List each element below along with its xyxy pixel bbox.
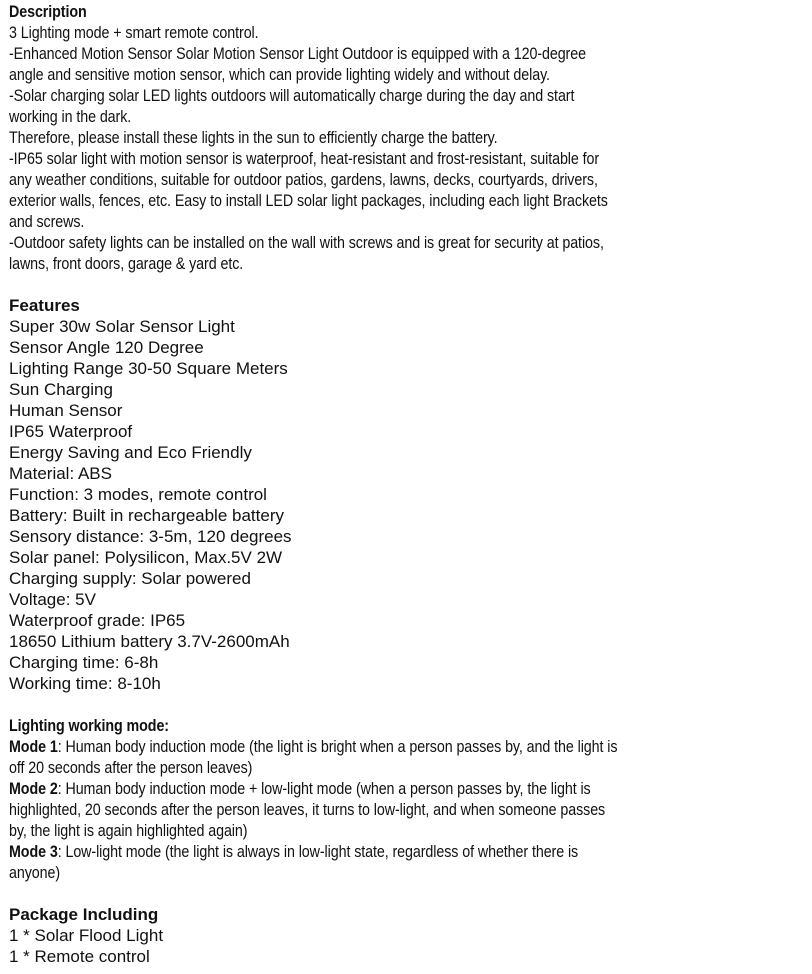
feature-item: Charging time: 6-8h (9, 653, 159, 672)
feature-item: Material: ABS (9, 464, 112, 483)
feature-item: Lighting Range 30-50 Square Meters (9, 359, 288, 378)
mode-2-line (9, 778, 681, 799)
package-item: 1 * Remote control (9, 947, 150, 966)
feature-item: IP65 Waterproof (9, 422, 133, 441)
spacer (9, 883, 809, 904)
mode-1-line (9, 736, 681, 757)
description-line: -Enhanced Motion Sensor Solar Motion Sensor Light Outdoor is equipped with a 120-degree (9, 44, 586, 63)
description-line: any weather conditions, suitable for outdoor patios, gardens, lawns, decks, courtyards, drivers, (9, 170, 598, 189)
spacer (9, 274, 809, 295)
feature-item: Human Sensor (9, 401, 123, 420)
feature-item: Energy Saving and Eco Friendly (9, 443, 252, 462)
mode-2-continuation: highlighted, 20 seconds after the person leaves, it turns to low-light, and when someone passes (9, 800, 606, 819)
description-line: and screws. (9, 212, 85, 231)
feature-item: Battery: Built in rechargeable battery (9, 506, 284, 525)
mode-3-text: : Low-light mode (the light is always in low-light state, regardless of whether there is (57, 842, 579, 861)
features-section (9, 295, 809, 694)
feature-item: Sun Charging (9, 380, 113, 399)
features-heading: Features (9, 296, 80, 315)
package-section (9, 904, 809, 967)
mode-2-continuation: by, the light is again highlighted again) (9, 821, 248, 840)
description-line: -Solar charging solar LED lights outdoors will automatically charge during the day and start (9, 86, 575, 105)
spacer (9, 694, 809, 715)
description-line: angle and sensitive motion sensor, which can provide lighting widely and without delay. (9, 65, 550, 84)
package-item: 1 * Solar Flood Light (9, 926, 164, 945)
feature-item: Voltage: 5V (9, 590, 96, 609)
feature-item: Waterproof grade: IP65 (9, 611, 186, 630)
mode-1-label: Mode 1 (9, 737, 58, 756)
mode-1-continuation: off 20 seconds after the person leaves) (9, 758, 253, 777)
description-line: -IP65 solar light with motion sensor is waterproof, heat-resistant and frost-resistant, suitable for (9, 149, 600, 168)
description-line: -Outdoor safety lights can be installed on the wall with screws and is great for security at patios, (9, 233, 604, 252)
product-description-document (9, 1, 809, 967)
lighting-modes-heading: Lighting working mode: (9, 716, 169, 735)
feature-item: Solar panel: Polysilicon, Max.5V 2W (9, 548, 283, 567)
mode-3-label: Mode 3 (9, 842, 58, 861)
mode-3-line (9, 841, 681, 862)
feature-item: Function: 3 modes, remote control (9, 485, 267, 504)
mode-2-label: Mode 2 (9, 779, 58, 798)
feature-item: Sensor Angle 120 Degree (9, 338, 204, 357)
description-line: lawns, front doors, garage & yard etc. (9, 254, 244, 273)
description-line: exterior walls, fences, etc. Easy to install LED solar light packages, including each light Brackets (9, 191, 608, 210)
description-section (9, 1, 809, 274)
package-heading: Package Including (9, 905, 159, 924)
feature-item: Charging supply: Solar powered (9, 569, 251, 588)
description-line: Therefore, please install these lights in the sun to efficiently charge the battery. (9, 128, 498, 147)
description-heading: Description (9, 2, 87, 21)
lighting-modes-section (9, 715, 809, 883)
feature-item: Working time: 8-10h (9, 674, 161, 693)
mode-2-text: : Human body induction mode + low-light mode (when a person passes by, the light is (57, 779, 591, 798)
feature-item: Super 30w Solar Sensor Light (9, 317, 235, 336)
description-line: working in the dark. (9, 107, 132, 126)
mode-1-text: : Human body induction mode (the light is bright when a person passes by, and the light is (57, 737, 618, 756)
feature-item: Sensory distance: 3-5m, 120 degrees (9, 527, 292, 546)
description-line: 3 Lighting mode + smart remote control. (9, 23, 259, 42)
mode-3-continuation: anyone) (9, 863, 61, 882)
feature-item: 18650 Lithium battery 3.7V-2600mAh (9, 632, 290, 651)
